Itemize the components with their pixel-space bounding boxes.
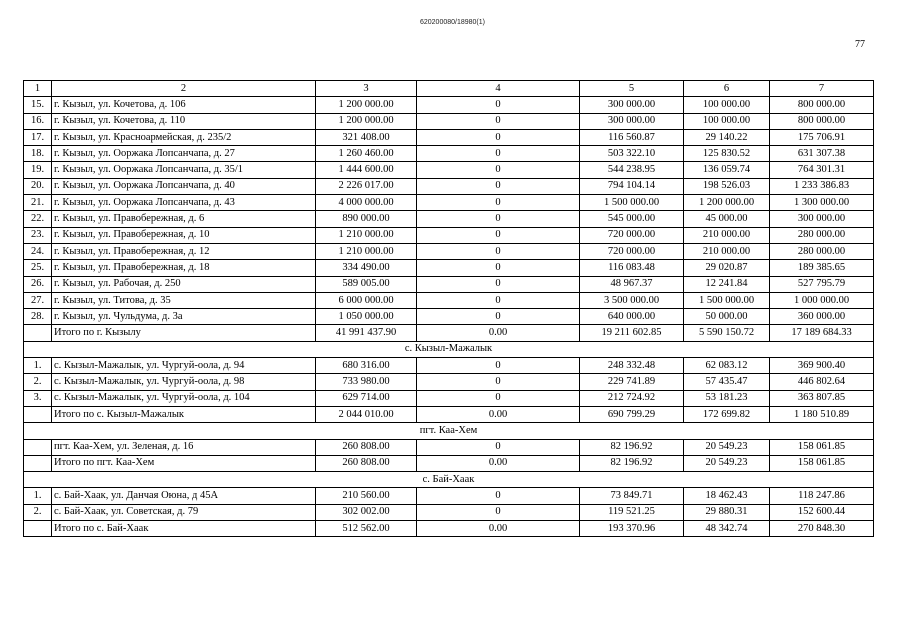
section-row bbox=[24, 472, 874, 488]
address-cell: г. Кызыл, ул. Рабочая, д. 250 bbox=[52, 276, 316, 292]
cell-col7: 1 300 000.00 bbox=[770, 195, 874, 211]
cell-col7: 527 795.79 bbox=[770, 276, 874, 292]
cell-col5: 116 560.87 bbox=[580, 129, 684, 145]
cell-col4: 0 bbox=[417, 162, 580, 178]
cell-col5: 1 500 000.00 bbox=[580, 195, 684, 211]
cell-col4: 0 bbox=[417, 276, 580, 292]
cell-col6: 48 342.74 bbox=[684, 521, 770, 537]
cell-col7: 300 000.00 bbox=[770, 211, 874, 227]
header-cell: 4 bbox=[417, 81, 580, 97]
cell-col7: 360 000.00 bbox=[770, 309, 874, 325]
row-number: 28. bbox=[24, 309, 52, 325]
cell-col4: 0 bbox=[417, 129, 580, 145]
row-number: 26. bbox=[24, 276, 52, 292]
cell-col4: 0.00 bbox=[417, 455, 580, 471]
row-number: 22. bbox=[24, 211, 52, 227]
cell-col5: 503 322.10 bbox=[580, 146, 684, 162]
cell-col5: 640 000.00 bbox=[580, 309, 684, 325]
cell-col7: 631 307.38 bbox=[770, 146, 874, 162]
cell-col6: 210 000.00 bbox=[684, 227, 770, 243]
address-cell: г. Кызыл, ул. Правобережная, д. 12 bbox=[52, 243, 316, 259]
cell-col6: 125 830.52 bbox=[684, 146, 770, 162]
cell-col5: 73 849.71 bbox=[580, 488, 684, 504]
cell-col6: 12 241.84 bbox=[684, 276, 770, 292]
row-number: 1. bbox=[24, 488, 52, 504]
table-row bbox=[24, 390, 874, 406]
table-row bbox=[24, 504, 874, 520]
cell-col6: 57 435.47 bbox=[684, 374, 770, 390]
cell-col4: 0.00 bbox=[417, 521, 580, 537]
data-table bbox=[23, 80, 874, 537]
cell-col3: 629 714.00 bbox=[316, 390, 417, 406]
cell-col5: 119 521.25 bbox=[580, 504, 684, 520]
cell-col4: 0 bbox=[417, 243, 580, 259]
row-number: 23. bbox=[24, 227, 52, 243]
cell-col6: 62 083.12 bbox=[684, 358, 770, 374]
header-cell: 1 bbox=[24, 81, 52, 97]
section-row bbox=[24, 341, 874, 357]
total-row bbox=[24, 406, 874, 422]
cell-col3: 2 226 017.00 bbox=[316, 178, 417, 194]
total-row bbox=[24, 325, 874, 341]
cell-col3: 2 044 010.00 bbox=[316, 406, 417, 422]
row-number: 24. bbox=[24, 243, 52, 259]
table-row bbox=[24, 195, 874, 211]
row-number: 18. bbox=[24, 146, 52, 162]
document-id: 620200080/18980(1) bbox=[419, 19, 485, 26]
table-row bbox=[24, 276, 874, 292]
table-row bbox=[24, 178, 874, 194]
cell-col7: 363 807.85 bbox=[770, 390, 874, 406]
cell-col3: 1 050 000.00 bbox=[316, 309, 417, 325]
cell-col3: 260 808.00 bbox=[316, 455, 417, 471]
section-title: пгт. Каа-Хем bbox=[24, 423, 874, 439]
row-number bbox=[24, 406, 52, 422]
cell-col4: 0 bbox=[417, 195, 580, 211]
total-row bbox=[24, 455, 874, 471]
address-cell: г. Кызыл, ул. Ооржака Лопсанчапа, д. 27 bbox=[52, 146, 316, 162]
address-cell: г. Кызыл, ул. Правобережная, д. 6 bbox=[52, 211, 316, 227]
cell-col4: 0 bbox=[417, 309, 580, 325]
cell-col6: 100 000.00 bbox=[684, 113, 770, 129]
cell-col3: 41 991 437.90 bbox=[316, 325, 417, 341]
cell-col4: 0 bbox=[417, 113, 580, 129]
cell-col7: 1 180 510.89 bbox=[770, 406, 874, 422]
address-cell: Итого по пгт. Каа-Хем bbox=[52, 455, 316, 471]
row-number: 19. bbox=[24, 162, 52, 178]
cell-col6: 29 020.87 bbox=[684, 260, 770, 276]
cell-col7: 17 189 684.33 bbox=[770, 325, 874, 341]
table-row bbox=[24, 358, 874, 374]
address-cell: с. Кызыл-Мажалык, ул. Чургуй-оола, д. 94 bbox=[52, 358, 316, 374]
cell-col5: 19 211 602.85 bbox=[580, 325, 684, 341]
cell-col3: 321 408.00 bbox=[316, 129, 417, 145]
cell-col5: 82 196.92 bbox=[580, 455, 684, 471]
cell-col3: 589 005.00 bbox=[316, 276, 417, 292]
header-cell: 6 bbox=[684, 81, 770, 97]
cell-col5: 690 799.29 bbox=[580, 406, 684, 422]
address-cell: с. Бай-Хаак, ул. Советская, д. 79 bbox=[52, 504, 316, 520]
table-body bbox=[24, 81, 874, 537]
address-cell: пгт. Каа-Хем, ул. Зеленая, д. 16 bbox=[52, 439, 316, 455]
cell-col4: 0 bbox=[417, 178, 580, 194]
cell-col4: 0 bbox=[417, 374, 580, 390]
cell-col6: 20 549.23 bbox=[684, 439, 770, 455]
cell-col3: 1 200 000.00 bbox=[316, 113, 417, 129]
cell-col6: 50 000.00 bbox=[684, 309, 770, 325]
cell-col3: 1 210 000.00 bbox=[316, 243, 417, 259]
cell-col7: 280 000.00 bbox=[770, 227, 874, 243]
cell-col4: 0.00 bbox=[417, 325, 580, 341]
cell-col7: 1 000 000.00 bbox=[770, 292, 874, 308]
header-cell: 7 bbox=[770, 81, 874, 97]
row-number: 21. bbox=[24, 195, 52, 211]
section-title: с. Бай-Хаак bbox=[24, 472, 874, 488]
cell-col7: 446 802.64 bbox=[770, 374, 874, 390]
cell-col3: 890 000.00 bbox=[316, 211, 417, 227]
cell-col3: 1 260 460.00 bbox=[316, 146, 417, 162]
address-cell: Итого по г. Кызылу bbox=[52, 325, 316, 341]
cell-col5: 300 000.00 bbox=[580, 97, 684, 113]
cell-col6: 1 200 000.00 bbox=[684, 195, 770, 211]
table-row bbox=[24, 243, 874, 259]
row-number: 3. bbox=[24, 390, 52, 406]
row-number bbox=[24, 325, 52, 341]
table-row bbox=[24, 211, 874, 227]
row-number: 2. bbox=[24, 504, 52, 520]
cell-col5: 212 724.92 bbox=[580, 390, 684, 406]
row-number: 25. bbox=[24, 260, 52, 276]
cell-col7: 280 000.00 bbox=[770, 243, 874, 259]
row-number: 15. bbox=[24, 97, 52, 113]
cell-col4: 0 bbox=[417, 146, 580, 162]
cell-col7: 270 848.30 bbox=[770, 521, 874, 537]
table-row bbox=[24, 146, 874, 162]
address-cell: г. Кызыл, ул. Правобережная, д. 18 bbox=[52, 260, 316, 276]
cell-col6: 18 462.43 bbox=[684, 488, 770, 504]
address-cell: г. Кызыл, ул. Ооржака Лопсанчапа, д. 40 bbox=[52, 178, 316, 194]
cell-col5: 193 370.96 bbox=[580, 521, 684, 537]
cell-col6: 29 140.22 bbox=[684, 129, 770, 145]
cell-col6: 29 880.31 bbox=[684, 504, 770, 520]
section-row bbox=[24, 423, 874, 439]
cell-col3: 4 000 000.00 bbox=[316, 195, 417, 211]
cell-col5: 545 000.00 bbox=[580, 211, 684, 227]
cell-col5: 300 000.00 bbox=[580, 113, 684, 129]
row-number: 27. bbox=[24, 292, 52, 308]
cell-col4: 0 bbox=[417, 227, 580, 243]
table-row bbox=[24, 162, 874, 178]
cell-col3: 210 560.00 bbox=[316, 488, 417, 504]
table-row bbox=[24, 439, 874, 455]
address-cell: г. Кызыл, ул. Ооржака Лопсанчапа, д. 35/1 bbox=[52, 162, 316, 178]
row-number bbox=[24, 439, 52, 455]
table-row bbox=[24, 488, 874, 504]
cell-col6: 5 590 150.72 bbox=[684, 325, 770, 341]
cell-col7: 152 600.44 bbox=[770, 504, 874, 520]
address-cell: с. Кызыл-Мажалык, ул. Чургуй-оола, д. 104 bbox=[52, 390, 316, 406]
cell-col6: 20 549.23 bbox=[684, 455, 770, 471]
cell-col3: 334 490.00 bbox=[316, 260, 417, 276]
address-cell: г. Кызыл, ул. Кочетова, д. 110 bbox=[52, 113, 316, 129]
cell-col7: 158 061.85 bbox=[770, 455, 874, 471]
cell-col7: 175 706.91 bbox=[770, 129, 874, 145]
cell-col3: 512 562.00 bbox=[316, 521, 417, 537]
section-title: с. Кызыл-Мажалык bbox=[24, 341, 874, 357]
cell-col5: 544 238.95 bbox=[580, 162, 684, 178]
address-cell: с. Бай-Хаак, ул. Данчая Оюна, д 45А bbox=[52, 488, 316, 504]
cell-col6: 45 000.00 bbox=[684, 211, 770, 227]
cell-col4: 0 bbox=[417, 504, 580, 520]
cell-col4: 0 bbox=[417, 390, 580, 406]
cell-col7: 1 233 386.83 bbox=[770, 178, 874, 194]
cell-col3: 680 316.00 bbox=[316, 358, 417, 374]
cell-col5: 3 500 000.00 bbox=[580, 292, 684, 308]
cell-col6: 136 059.74 bbox=[684, 162, 770, 178]
cell-col6: 1 500 000.00 bbox=[684, 292, 770, 308]
address-cell: Итого по с. Кызыл-Мажалык bbox=[52, 406, 316, 422]
address-cell: г. Кызыл, ул. Ооржака Лопсанчапа, д. 43 bbox=[52, 195, 316, 211]
row-number: 16. bbox=[24, 113, 52, 129]
table-row bbox=[24, 374, 874, 390]
cell-col4: 0 bbox=[417, 439, 580, 455]
cell-col3: 6 000 000.00 bbox=[316, 292, 417, 308]
cell-col5: 248 332.48 bbox=[580, 358, 684, 374]
cell-col4: 0 bbox=[417, 358, 580, 374]
row-number bbox=[24, 521, 52, 537]
address-cell: с. Кызыл-Мажалык, ул. Чургуй-оола, д. 98 bbox=[52, 374, 316, 390]
page-number: 77 bbox=[855, 39, 865, 50]
header-row bbox=[24, 81, 874, 97]
cell-col5: 82 196.92 bbox=[580, 439, 684, 455]
cell-col5: 720 000.00 bbox=[580, 227, 684, 243]
cell-col6: 198 526.03 bbox=[684, 178, 770, 194]
address-cell: г. Кызыл, ул. Правобережная, д. 10 bbox=[52, 227, 316, 243]
table-row bbox=[24, 227, 874, 243]
cell-col4: 0 bbox=[417, 97, 580, 113]
cell-col4: 0 bbox=[417, 211, 580, 227]
cell-col7: 800 000.00 bbox=[770, 113, 874, 129]
address-cell: г. Кызыл, ул. Красноармейская, д. 235/2 bbox=[52, 129, 316, 145]
cell-col6: 100 000.00 bbox=[684, 97, 770, 113]
table-row bbox=[24, 292, 874, 308]
row-number bbox=[24, 455, 52, 471]
table-row bbox=[24, 309, 874, 325]
cell-col5: 116 083.48 bbox=[580, 260, 684, 276]
cell-col5: 48 967.37 bbox=[580, 276, 684, 292]
header-cell: 3 bbox=[316, 81, 417, 97]
cell-col3: 1 444 600.00 bbox=[316, 162, 417, 178]
table-row bbox=[24, 113, 874, 129]
table-row bbox=[24, 260, 874, 276]
cell-col4: 0.00 bbox=[417, 406, 580, 422]
table-row bbox=[24, 129, 874, 145]
cell-col5: 794 104.14 bbox=[580, 178, 684, 194]
cell-col3: 733 980.00 bbox=[316, 374, 417, 390]
row-number: 20. bbox=[24, 178, 52, 194]
cell-col7: 118 247.86 bbox=[770, 488, 874, 504]
cell-col3: 260 808.00 bbox=[316, 439, 417, 455]
cell-col6: 210 000.00 bbox=[684, 243, 770, 259]
cell-col5: 720 000.00 bbox=[580, 243, 684, 259]
address-cell: г. Кызыл, ул. Кочетова, д. 106 bbox=[52, 97, 316, 113]
cell-col3: 1 210 000.00 bbox=[316, 227, 417, 243]
header-cell: 5 bbox=[580, 81, 684, 97]
cell-col7: 158 061.85 bbox=[770, 439, 874, 455]
cell-col3: 1 200 000.00 bbox=[316, 97, 417, 113]
row-number: 1. bbox=[24, 358, 52, 374]
row-number: 17. bbox=[24, 129, 52, 145]
cell-col4: 0 bbox=[417, 488, 580, 504]
table-row bbox=[24, 97, 874, 113]
address-cell: г. Кызыл, ул. Титова, д. 35 bbox=[52, 292, 316, 308]
total-row bbox=[24, 521, 874, 537]
header-cell: 2 bbox=[52, 81, 316, 97]
cell-col4: 0 bbox=[417, 292, 580, 308]
cell-col7: 764 301.31 bbox=[770, 162, 874, 178]
cell-col6: 53 181.23 bbox=[684, 390, 770, 406]
cell-col3: 302 002.00 bbox=[316, 504, 417, 520]
cell-col5: 229 741.89 bbox=[580, 374, 684, 390]
address-cell: г. Кызыл, ул. Чульдума, д. 3а bbox=[52, 309, 316, 325]
row-number: 2. bbox=[24, 374, 52, 390]
cell-col6: 172 699.82 bbox=[684, 406, 770, 422]
cell-col4: 0 bbox=[417, 260, 580, 276]
address-cell: Итого по с. Бай-Хаак bbox=[52, 521, 316, 537]
cell-col7: 189 385.65 bbox=[770, 260, 874, 276]
cell-col7: 369 900.40 bbox=[770, 358, 874, 374]
cell-col7: 800 000.00 bbox=[770, 97, 874, 113]
